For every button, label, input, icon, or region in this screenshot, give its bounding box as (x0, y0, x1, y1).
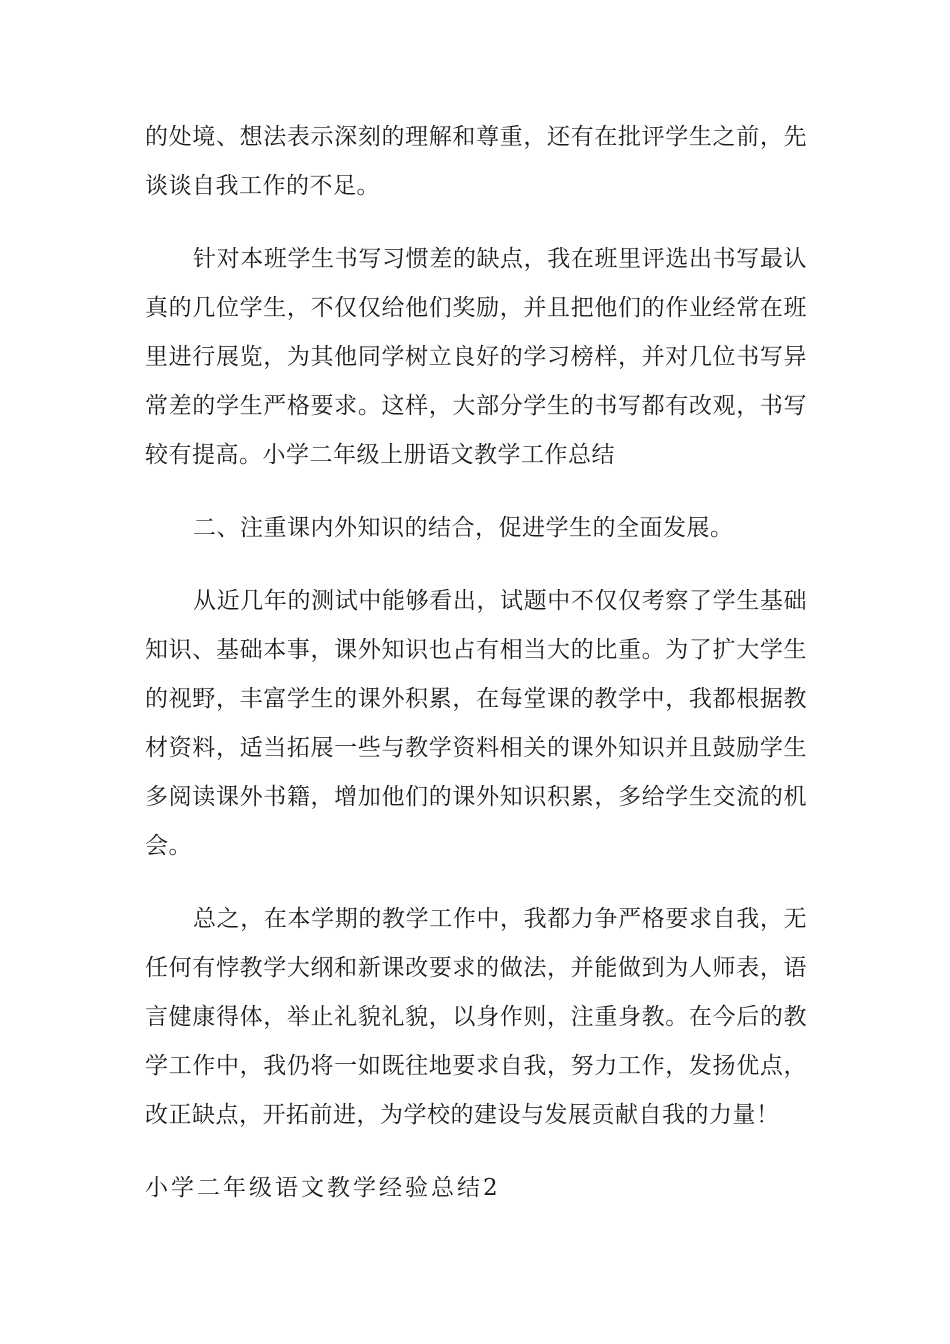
document-page (145, 113, 807, 1213)
paragraph-extracurricular: 从近几年的测试中能够看出，试题中不仅仅考察了学生基础知识、基础本事，课外知识也占有相当大的比重。为了扩大学生的视野，丰富学生的课外积累，在每堂课的教学中，我都根据教材资料，适当拓展一些与教学资料相关的课外知识并且鼓励学生多阅读课外书籍，增加他们的课外知识积累，多给学生交流的机会。 (145, 588, 807, 859)
paragraph-continuation: 的处境、想法表示深刻的理解和尊重，还有在批评学生之前，先谈谈自我工作的不足。 (145, 124, 807, 199)
paragraph-point-two: 二、注重课内外知识的结合，促进学生的全面发展。 (193, 515, 734, 541)
paragraph-handwriting: 针对本班学生书写习惯差的缺点，我在班里评选出书写最认真的几位学生，不仅仅给他们奖励，并且把他们的作业经常在班里进行展览，为其他同学树立良好的学习榜样，并对几位书写异常差的学生严格要求。这样，大部分学生的书写都有改观，书写较有提高。小学二年级上册语文教学工作总结 (145, 246, 807, 468)
paragraph-conclusion: 总之，在本学期的教学工作中，我都力争严格要求自我，无任何有悖教学大纲和新课改要求的做法，并能做到为人师表，语言健康得体，举止礼貌礼貌，以身作则，注重身教。在今后的教学工作中，我仍将一如既往地要求自我，努力工作，发扬优点，改正缺点，开拓前进，为学校的建设与发展贡献自我的力量！ (145, 906, 807, 1128)
section-heading: 小学二年级语文教学经验总结2 (145, 1175, 501, 1201)
